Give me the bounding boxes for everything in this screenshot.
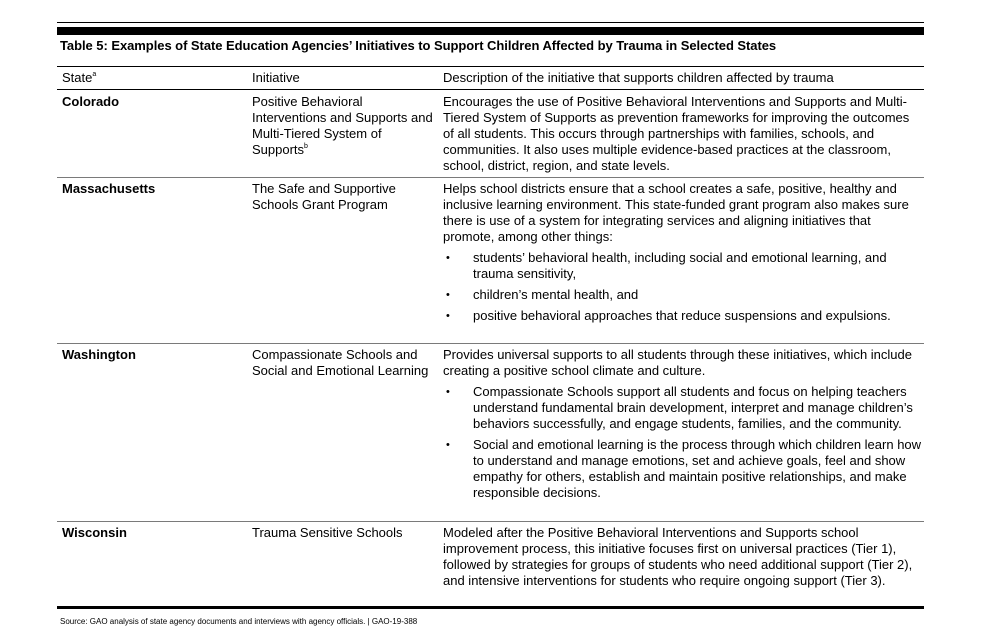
row-colorado-description — [443, 94, 923, 174]
header-description: Description of the initiative that supports children affected by trauma — [443, 70, 834, 85]
title-rule — [57, 66, 924, 67]
row-washington-description-text: Provides universal supports to all students through these initiatives, which include creating a positive school climate and culture. — [443, 347, 912, 378]
row-washington-initiative: Compassionate Schools and Social and Emotional Learning — [252, 347, 429, 378]
bullet-text: Social and emotional learning is the process through which children learn how to understand and manage emotions, set and achieve goals, feel and show empathy for others, establish and maintain positive relationships, and make responsible decisions. — [473, 437, 922, 500]
row-massachusetts-description — [443, 181, 923, 324]
row-washington-state: Washington — [62, 347, 136, 362]
bullet-icon: • — [446, 439, 450, 451]
top-thick-rule — [57, 27, 924, 35]
source-note: Source: GAO analysis of state agency documents and interviews with agency officials. | GAO-19-388 — [60, 617, 418, 626]
row-separator — [57, 343, 924, 344]
row-washington-description — [443, 347, 923, 501]
row-wisconsin-initiative: Trauma Sensitive Schools — [252, 525, 403, 540]
row-wisconsin-description — [443, 525, 923, 589]
bullet-icon: • — [446, 386, 450, 398]
list-item — [443, 287, 923, 303]
bullet-icon: • — [446, 289, 450, 301]
table-title: Table 5: Examples of State Education Agencies’ Initiatives to Support Children Affected by Trauma in Selected States — [60, 38, 777, 53]
list-item — [443, 384, 923, 432]
row-massachusetts-state: Massachusetts — [62, 181, 156, 196]
header-state-label: State — [62, 70, 93, 85]
header-initiative: Initiative — [252, 70, 300, 85]
row-separator — [57, 521, 924, 522]
row-colorado-initiative-footnote: b — [304, 143, 308, 150]
list-item — [443, 308, 923, 324]
bullet-text: Compassionate Schools support all students and focus on helping teachers understand fundamental brain development, interpret and manage children’s behaviors successfully, and engage students, families, and the community. — [473, 384, 913, 431]
row-massachusetts-bullet-list — [443, 250, 923, 324]
row-wisconsin-description-text: Modeled after the Positive Behavioral Interventions and Supports school improvement process, this initiative focuses first on universal practices (Tier 1), followed by strategies for groups of students who need additional support (Tier 2), and intensive interventions for students who require ongoing support (Tier 3). — [443, 525, 913, 588]
bullet-icon: • — [446, 310, 450, 322]
row-colorado-initiative-text: Positive Behavioral Interventions and Supports and Multi-Tiered System of Supports — [252, 94, 433, 157]
top-thin-rule — [57, 22, 924, 23]
row-colorado-initiative — [252, 94, 437, 158]
bullet-icon: • — [446, 252, 450, 264]
list-item — [443, 437, 923, 501]
row-washington-bullet-list — [443, 384, 923, 501]
row-separator — [57, 177, 924, 178]
row-wisconsin-state: Wisconsin — [62, 525, 127, 540]
header-state-footnote: a — [92, 71, 97, 78]
bullet-text: children’s mental health, and — [473, 287, 639, 302]
header-rule — [57, 89, 924, 90]
bullet-text: students’ behavioral health, including social and emotional learning, and trauma sensitivity, — [473, 250, 887, 281]
row-massachusetts-description-text: Helps school districts ensure that a school creates a safe, positive, healthy and inclusive learning environment. This state-funded grant program also makes sure there is use of a system for integrating services and aligning initiatives that promote, among other things: — [443, 181, 909, 244]
bottom-thick-rule — [57, 606, 924, 609]
list-item — [443, 250, 923, 282]
row-massachusetts-initiative: The Safe and Supportive Schools Grant Program — [252, 181, 396, 212]
header-state — [62, 70, 96, 85]
bullet-text: positive behavioral approaches that reduce suspensions and expulsions. — [473, 308, 891, 323]
row-colorado-description-text: Encourages the use of Positive Behavioral Interventions and Supports and Multi-Tiered System of Supports as prevention frameworks for improving the outcomes of all students. This occurs through partnerships with families, schools, and communities. It also uses multiple evidence-based practices at the classroom, school, district, region, and state levels. — [443, 94, 910, 173]
row-colorado-state: Colorado — [62, 94, 120, 109]
